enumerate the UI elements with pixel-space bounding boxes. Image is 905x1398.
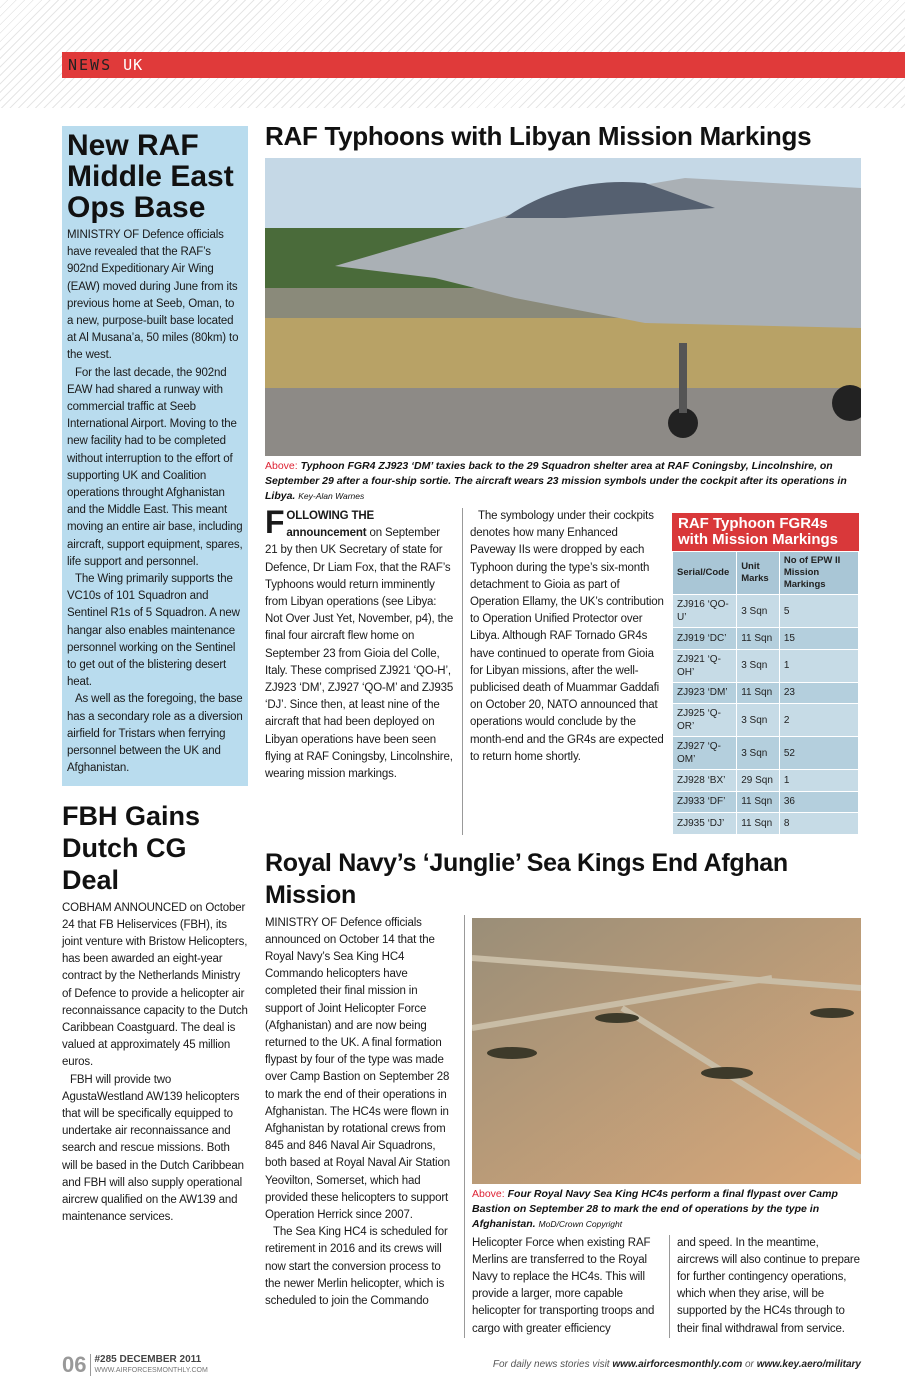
typhoon-photo — [265, 158, 861, 456]
footer-left — [62, 1352, 208, 1378]
table-row — [673, 813, 859, 835]
col-header: No of EPW II Mission Markings — [779, 552, 858, 595]
typhoon-col1 — [265, 504, 455, 835]
site: WWW.AIRFORCESMONTHLY.COM — [94, 1366, 208, 1374]
table-cell: ZJ927 ‘Q-OM’ — [673, 737, 737, 770]
seaking-row — [265, 915, 861, 1338]
seaking-lower-row — [472, 1235, 861, 1338]
table-cell: 3 Sqn — [737, 649, 780, 682]
table-cell: 29 Sqn — [737, 770, 780, 792]
caption-label: Above: — [472, 1187, 505, 1200]
typhoon-col2: The symbology under their cockpits denotes how many Enhanced Paveway IIs were dropped by each Typhoon during the type’s six-month detachment to Gioia as part of Operation Ellamy, the UK’s contribution to Operation Unified Protector over Libya. Although RAF Tornado GR4s have continued to operate from Gioia for Libyan missions, after the well-publicised death of Muammar Gaddafi on October 20, NATO announced that operations would conclude by the month-end and the GR4s are expected to return home shortly. — [470, 510, 664, 763]
typhoon-caption — [265, 459, 861, 504]
table-cell: ZJ935 ‘DJ’ — [673, 813, 737, 835]
fbh-title: FBH Gains Dutch CG Deal — [62, 800, 201, 895]
column-rule — [464, 915, 465, 1338]
table-cell: 15 — [779, 628, 858, 650]
table-row — [673, 595, 859, 628]
main-column — [265, 120, 861, 1338]
photo-credit: Key-Alan Warnes — [298, 491, 365, 501]
table-cell: 3 Sqn — [737, 704, 780, 737]
col-header: Unit Marks — [737, 552, 780, 595]
table-cell: 23 — [779, 682, 858, 704]
typhoon-row — [265, 504, 861, 835]
dropcap: F — [265, 504, 285, 540]
table-row — [673, 649, 859, 682]
table-cell: ZJ925 ‘Q-OR’ — [673, 704, 737, 737]
mission-table — [672, 551, 859, 835]
col-header: Serial/Code — [673, 552, 737, 595]
table-cell: ZJ923 ‘DM’ — [673, 682, 737, 704]
table-cell: ZJ916 ‘QO-U’ — [673, 595, 737, 628]
seaking-photo — [472, 918, 861, 1184]
section-suffix: UK — [123, 56, 144, 74]
table-cell: 11 Sqn — [737, 813, 780, 835]
fbh-story — [62, 800, 248, 1227]
paragraph: As well as the foregoing, the base has a secondary role as a diversion airfield for Tristars when ferrying personnel between the UK and Afghanistan. — [67, 693, 243, 775]
caption-text: Four Royal Navy Sea King HC4s perform a final flypast over Camp Bastion on September 28 to mark the end of operations by the type in Afghanistan. — [472, 1187, 838, 1230]
lead-in: OLLOWING THE announcement — [286, 510, 375, 540]
typhoon-title: RAF Typhoons with Libyan Mission Markings — [265, 121, 812, 151]
photo-credit: MoD/Crown Copyright — [538, 1218, 623, 1229]
footer — [0, 1338, 905, 1398]
or-text: or — [745, 1359, 754, 1371]
table-cell: 3 Sqn — [737, 737, 780, 770]
fbh-body — [62, 900, 248, 1227]
promo-text: For daily news stories visit — [492, 1359, 610, 1371]
table-row — [673, 770, 859, 792]
table-row — [673, 628, 859, 650]
table-cell: 36 — [779, 791, 858, 813]
site-link[interactable]: www.airforcesmonthly.com — [612, 1359, 743, 1371]
seaking-col3: and speed. In the meantime, aircrews will also continue to prepare for further contingency operations, which when they arise, will be supported by the HC4s through to their final withdrawal from service. — [677, 1236, 860, 1335]
table-cell: 5 — [779, 595, 858, 628]
table-cell: 1 — [779, 770, 858, 792]
seaking-image — [472, 918, 861, 1184]
paragraph: FBH will provide two AgustaWestland AW139 helicopters that will be specifically equipped to undertake air reconnaissance and search and rescue missions. Both will be based in the Dutch Caribbean and FBH will also supply operational aircrew qualified on the AW139 and maintenance services. — [62, 1073, 244, 1224]
table-cell: ZJ933 ‘DF’ — [673, 791, 737, 813]
sidebar-story — [62, 126, 248, 786]
table-title: RAF Typhoon FGR4s with Mission Markings — [672, 513, 859, 551]
sidebar-body — [67, 227, 243, 778]
seaking-title: Royal Navy’s ‘Junglie’ Sea Kings End Afghan Mission — [265, 848, 788, 909]
paragraph: MINISTRY OF Defence officials announced on October 14 that the Royal Navy’s Sea King HC4 Commando helicopters have completed their final mission in support of Joint Helicopter Force (Afghanistan) and are now being returned to the UK. A final formation flypast by four of the type was made over Camp Bastion on September 28 to mark the end of their operations in Afghanistan. The HC4s were flown in Afghanistan by rotational crews from 845 and 846 Naval Air Squadrons, both based at Royal Naval Air Station Yeovilton, Somerset, which had provided these helicopters to support Operation Herrick since 2007. — [265, 916, 450, 1221]
table-cell: ZJ919 ‘DC’ — [673, 628, 737, 650]
paragraph: MINISTRY OF Defence officials have revealed that the RAF’s 902nd Expeditionary Air Wing (EAW) moved during June from its previous home at Seeb, Oman, to a new, purpose-built base located at Al Musana’a, 50 miles (80km) to the west. — [67, 229, 239, 362]
issue: #285 DECEMBER 2011 — [94, 1353, 202, 1365]
table-cell: ZJ921 ‘Q-OH’ — [673, 649, 737, 682]
table-cell: 52 — [779, 737, 858, 770]
table-cell: 3 Sqn — [737, 595, 780, 628]
table-row — [673, 682, 859, 704]
column-rule — [462, 508, 463, 835]
table-cell: 8 — [779, 813, 858, 835]
left-column — [62, 126, 248, 1226]
table-row — [673, 704, 859, 737]
site-link[interactable]: www.key.aero/military — [756, 1359, 861, 1371]
table-cell: 11 Sqn — [737, 628, 780, 650]
caption-label: Above: — [265, 460, 298, 472]
caption-text: Typhoon FGR4 ZJ923 ‘DM’ taxies back to the 29 Squadron shelter area at RAF Coningsby, Lincolnshire, on September 29 after a four-ship sortie. The aircraft wears 23 mission symbols under the cockpit after its operations in Libya. — [265, 460, 847, 502]
table-cell: 2 — [779, 704, 858, 737]
mission-table-box — [672, 513, 859, 835]
table-cell: 11 Sqn — [737, 682, 780, 704]
page-number: 06 — [62, 1351, 87, 1377]
seaking-right — [472, 915, 861, 1338]
table-cell: 11 Sqn — [737, 791, 780, 813]
paragraph: The Wing primarily supports the VC10s of 101 Squadron and Sentinel R1s of 5 Squadron. A new hangar also enables maintenance personnel working on the Sentinel to get out of the blistering desert heat. — [67, 573, 240, 689]
sidebar-title: New RAF Middle East Ops Base — [67, 129, 234, 224]
body-text: on September 21 by then UK Secretary of state for Defence, Dr Liam Fox, that the RAF’s Typhoons would return imminently from Libyan operations (see Libya: Not Over Just Yet, November, p4), the final four aircraft flew home on September 23 from Gioia del Colle, Italy. These comprised ZJ921 ‘QO-H’, ZJ923 ‘DM’, ZJ927 ‘QO-M’ and ZJ935 ‘DJ’. Since then, at least nine of the aircraft that had been deployed on Libyan operations have been seen flying at RAF Coningsby, Lincolnshire, wearing mission markings. — [265, 527, 454, 781]
table-cell: 1 — [779, 649, 858, 682]
table-row — [673, 791, 859, 813]
paragraph: For the last decade, the 902nd EAW had shared a runway with commercial traffic at Seeb International Airport. Moving to the new facility had to be completed without interruption to the effort of supporting UK and Coalition operations throught Afghanistan and the Middle East. This meant moving an entire air base, including aircraft, support equipment, spares, life support and personnel. — [67, 366, 243, 568]
paragraph: The Sea King HC4 is scheduled for retirement in 2016 and its crews will now start the conversion process to the newer Merlin helicopter, which is scheduled to join the Commando — [265, 1226, 448, 1307]
seaking-caption — [472, 1187, 861, 1232]
typhoon-image — [265, 158, 861, 456]
seaking-col1 — [265, 915, 457, 1338]
table-row — [673, 737, 859, 770]
table-cell: ZJ928 ‘BX’ — [673, 770, 737, 792]
footer-promo — [493, 1359, 861, 1370]
column-rule — [669, 1235, 670, 1338]
section-prefix: NEWS — [68, 56, 113, 74]
seaking-col2: Helicopter Force when existing RAF Merlins are transferred to the Royal Navy to replace the HC4s. This will provide a larger, more capable helicopter for transporting troops and cargo with greater efficiency — [472, 1236, 655, 1335]
paragraph: COBHAM ANNOUNCED on October 24 that FB Heliservices (FBH), its joint venture with Bristow Helicopters, has been awarded an eight-year contract by the Netherlands Ministry of Defence to provide a helicopter air reconnaissance capacity to the Dutch Caribbean Coastguard. The deal is valued at approximately 45 million euros. — [62, 901, 248, 1069]
